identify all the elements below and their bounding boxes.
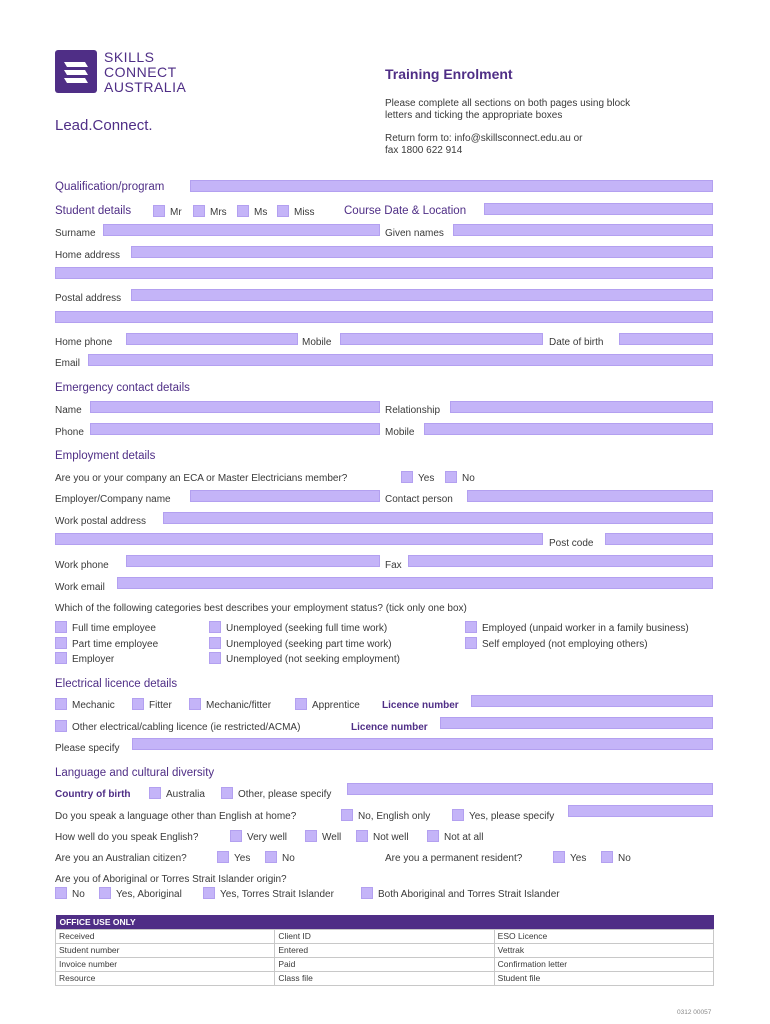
fitter-label: Fitter xyxy=(149,700,172,711)
title-miss-checkbox[interactable] xyxy=(277,205,289,217)
emergency-phone-field[interactable] xyxy=(90,423,380,435)
unemployed-not-seeking-label: Unemployed (not seeking employment) xyxy=(226,654,400,665)
fitter-checkbox[interactable] xyxy=(132,698,144,710)
resident-no-label: No xyxy=(618,853,631,864)
brand-line-3: AUSTRALIA xyxy=(104,79,187,95)
eca-yes-label: Yes xyxy=(418,473,435,484)
eca-no-checkbox[interactable] xyxy=(445,471,457,483)
table-row xyxy=(56,957,714,971)
mobile-field[interactable] xyxy=(340,333,543,345)
return-line-2: fax 1800 622 914 xyxy=(385,145,463,156)
part-time-label: Part time employee xyxy=(72,639,159,650)
office-cell[interactable]: Student file xyxy=(494,971,713,985)
very-well-label: Very well xyxy=(247,832,288,843)
australia-checkbox[interactable] xyxy=(149,787,161,799)
title-miss-label: Miss xyxy=(294,207,315,218)
full-time-checkbox[interactable] xyxy=(55,621,67,633)
origin-aboriginal-label: Yes, Aboriginal xyxy=(116,889,182,900)
emergency-mobile-label: Mobile xyxy=(385,427,415,438)
course-date-field[interactable] xyxy=(484,203,713,215)
not-well-checkbox[interactable] xyxy=(356,830,368,842)
origin-question: Are you of Aboriginal or Torres Strait Islander origin? xyxy=(55,874,287,885)
unemployed-full-label: Unemployed (seeking full time work) xyxy=(226,623,388,634)
title-mr-checkbox[interactable] xyxy=(153,205,165,217)
logo-mark xyxy=(55,50,97,93)
other-country-field[interactable] xyxy=(347,783,713,795)
page-title: Training Enrolment xyxy=(385,66,513,82)
origin-both-checkbox[interactable] xyxy=(361,887,373,899)
home-address-field[interactable] xyxy=(131,246,713,258)
self-employed-checkbox[interactable] xyxy=(465,637,477,649)
student-details-heading: Student details xyxy=(55,205,132,217)
employment-heading: Employment details xyxy=(55,450,156,462)
return-info xyxy=(385,133,582,157)
instructions: Please complete all sections on both pages using block letters and ticking the appropriate boxes xyxy=(385,98,631,121)
postal-address-label: Postal address xyxy=(55,293,122,304)
course-date-label: Course Date & Location xyxy=(344,205,467,217)
apprentice-checkbox[interactable] xyxy=(295,698,307,710)
unemployed-not-seeking-checkbox[interactable] xyxy=(209,652,221,664)
home-address-field-2[interactable] xyxy=(55,267,713,279)
not-at-all-label: Not at all xyxy=(444,832,484,843)
citizen-no-checkbox[interactable] xyxy=(265,851,277,863)
work-phone-label: Work phone xyxy=(55,560,109,571)
citizen-yes-label: Yes xyxy=(234,853,251,864)
table-row xyxy=(56,971,714,985)
emergency-heading: Emergency contact details xyxy=(55,382,190,394)
home-address-label: Home address xyxy=(55,250,121,261)
surname-label: Surname xyxy=(55,228,96,239)
unemployed-part-label: Unemployed (seeking part time work) xyxy=(226,639,392,650)
post-code-field[interactable] xyxy=(605,533,713,545)
licence-number-field-2[interactable] xyxy=(440,717,713,729)
office-cell[interactable]: Resource xyxy=(56,971,275,985)
other-language-checkbox[interactable] xyxy=(452,809,464,821)
not-at-all-checkbox[interactable] xyxy=(427,830,439,842)
brand-line-1: SKILLS xyxy=(104,49,155,65)
emergency-name-label: Name xyxy=(55,405,82,416)
work-email-field[interactable] xyxy=(117,577,713,589)
unpaid-family-checkbox[interactable] xyxy=(465,621,477,633)
mobile-label: Mobile xyxy=(302,337,332,348)
emergency-name-field[interactable] xyxy=(90,401,380,413)
postal-address-field-2[interactable] xyxy=(55,311,713,323)
return-line-1: Return form to: info@skillsconnect.edu.au or xyxy=(385,133,583,144)
not-well-label: Not well xyxy=(373,832,409,843)
resident-question: Are you a permanent resident? xyxy=(385,853,523,864)
tagline: Lead.Connect. xyxy=(55,117,153,134)
email-field[interactable] xyxy=(88,354,713,366)
employer-status-label: Employer xyxy=(72,654,115,665)
other-licence-checkbox[interactable] xyxy=(55,720,67,732)
other-licence-label: Other electrical/cabling licence (ie restricted/ACMA) xyxy=(72,722,301,733)
relationship-label: Relationship xyxy=(385,405,441,416)
please-specify-label: Please specify xyxy=(55,743,120,754)
office-use-heading: OFFICE USE ONLY xyxy=(56,915,714,929)
origin-no-label: No xyxy=(72,889,85,900)
other-language-field[interactable] xyxy=(568,805,713,817)
employer-label: Employer/Company name xyxy=(55,494,171,505)
origin-no-checkbox[interactable] xyxy=(55,887,67,899)
work-email-label: Work email xyxy=(55,582,105,593)
office-cell[interactable]: Entered xyxy=(275,943,494,957)
brand-name xyxy=(104,50,186,95)
title-ms-label: Ms xyxy=(254,207,268,218)
given-names-label: Given names xyxy=(385,228,444,239)
well-checkbox[interactable] xyxy=(305,830,317,842)
origin-both-label: Both Aboriginal and Torres Strait Islander xyxy=(378,889,560,900)
title-mr-label: Mr xyxy=(170,207,182,218)
unemployed-part-checkbox[interactable] xyxy=(209,637,221,649)
licence-number-label-2: Licence number xyxy=(351,722,428,733)
language-heading: Language and cultural diversity xyxy=(55,767,215,779)
home-phone-label: Home phone xyxy=(55,337,113,348)
office-cell[interactable]: Client ID xyxy=(275,929,494,943)
status-question: Which of the following categories best describes your employment status? (tick only one box) xyxy=(55,603,467,614)
mechanic-fitter-label: Mechanic/fitter xyxy=(206,700,272,711)
work-phone-field[interactable] xyxy=(126,555,380,567)
citizen-no-label: No xyxy=(282,853,295,864)
contact-person-label: Contact person xyxy=(385,494,453,505)
other-language-label: Yes, please specify xyxy=(469,811,555,822)
citizen-question: Are you an Australian citizen? xyxy=(55,853,187,864)
qualification-label: Qualification/program xyxy=(55,181,165,193)
fax-field[interactable] xyxy=(408,555,713,567)
language-question: Do you speak a language other than English at home? xyxy=(55,811,297,822)
table-row xyxy=(56,943,714,957)
dob-field[interactable] xyxy=(619,333,713,345)
given-names-field[interactable] xyxy=(453,224,713,236)
work-postal-field[interactable] xyxy=(163,512,713,524)
office-cell[interactable]: Received xyxy=(56,929,275,943)
dob-label: Date of birth xyxy=(549,337,604,348)
australia-label: Australia xyxy=(166,789,205,800)
other-country-checkbox[interactable] xyxy=(221,787,233,799)
how-well-question: How well do you speak English? xyxy=(55,832,199,843)
office-use-table xyxy=(55,915,714,986)
part-time-checkbox[interactable] xyxy=(55,637,67,649)
eca-yes-checkbox[interactable] xyxy=(401,471,413,483)
mechanic-fitter-checkbox[interactable] xyxy=(189,698,201,710)
office-cell[interactable]: Invoice number xyxy=(56,957,275,971)
origin-tsi-checkbox[interactable] xyxy=(203,887,215,899)
work-postal-field-2[interactable] xyxy=(55,533,543,545)
english-only-label: No, English only xyxy=(358,811,431,822)
qualification-field[interactable] xyxy=(190,180,713,192)
email-label: Email xyxy=(55,358,81,369)
resident-yes-label: Yes xyxy=(570,853,587,864)
licence-number-label: Licence number xyxy=(382,700,459,711)
employer-field[interactable] xyxy=(190,490,380,502)
unemployed-full-checkbox[interactable] xyxy=(209,621,221,633)
full-time-label: Full time employee xyxy=(72,623,156,634)
eca-no-label: No xyxy=(462,473,475,484)
self-employed-label: Self employed (not employing others) xyxy=(482,639,648,650)
mechanic-checkbox[interactable] xyxy=(55,698,67,710)
work-postal-label: Work postal address xyxy=(55,516,146,527)
eca-question: Are you or your company an ECA or Master Electricians member? xyxy=(55,473,348,484)
office-cell[interactable]: Confirmation letter xyxy=(494,957,713,971)
brand-line-2: CONNECT xyxy=(104,64,177,80)
post-code-label: Post code xyxy=(549,538,594,549)
fax-label: Fax xyxy=(385,560,402,571)
citizen-yes-checkbox[interactable] xyxy=(217,851,229,863)
home-phone-field[interactable] xyxy=(126,333,298,345)
country-of-birth-label: Country of birth xyxy=(55,789,131,800)
surname-field[interactable] xyxy=(103,224,380,236)
very-well-checkbox[interactable] xyxy=(230,830,242,842)
origin-aboriginal-checkbox[interactable] xyxy=(99,887,111,899)
other-country-label: Other, please specify xyxy=(238,789,332,800)
resident-no-checkbox[interactable] xyxy=(601,851,613,863)
title-mrs-label: Mrs xyxy=(210,207,227,218)
resident-yes-checkbox[interactable] xyxy=(553,851,565,863)
licence-heading: Electrical licence details xyxy=(55,678,178,690)
employer-checkbox[interactable] xyxy=(55,652,67,664)
licence-number-field[interactable] xyxy=(471,695,713,707)
office-cell[interactable]: Paid xyxy=(275,957,494,971)
apprentice-label: Apprentice xyxy=(312,700,360,711)
contact-person-field[interactable] xyxy=(467,490,713,502)
unpaid-family-label: Employed (unpaid worker in a family business) xyxy=(482,623,689,634)
please-specify-field[interactable] xyxy=(132,738,713,750)
origin-tsi-label: Yes, Torres Strait Islander xyxy=(220,889,334,900)
table-row xyxy=(56,929,714,943)
postal-address-field[interactable] xyxy=(131,289,713,301)
well-label: Well xyxy=(322,832,342,843)
relationship-field[interactable] xyxy=(450,401,713,413)
title-ms-checkbox[interactable] xyxy=(237,205,249,217)
office-cell[interactable]: ESO Licence xyxy=(494,929,713,943)
mechanic-label: Mechanic xyxy=(72,700,115,711)
office-cell[interactable]: Vettrak xyxy=(494,943,713,957)
office-cell[interactable]: Class file xyxy=(275,971,494,985)
emergency-phone-label: Phone xyxy=(55,427,84,438)
footer-code: 0312 00057 xyxy=(677,1009,712,1016)
title-mrs-checkbox[interactable] xyxy=(193,205,205,217)
office-cell[interactable]: Student number xyxy=(56,943,275,957)
emergency-mobile-field[interactable] xyxy=(424,423,713,435)
english-only-checkbox[interactable] xyxy=(341,809,353,821)
logo-stripes-icon xyxy=(55,50,97,93)
